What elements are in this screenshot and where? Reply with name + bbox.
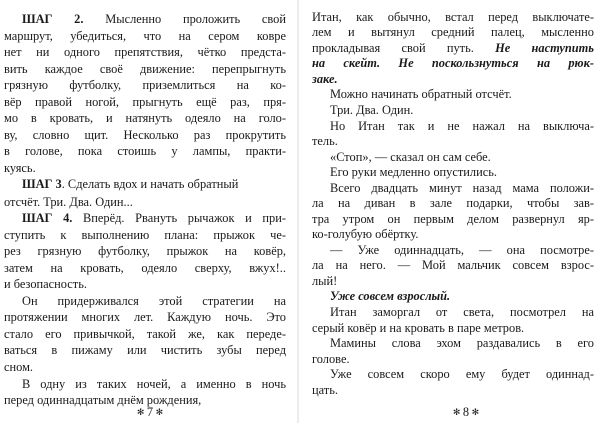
body-text: серый ковёр и на кровать в паре метров. [312, 321, 525, 335]
body-text: Итан, как обычно, встал перед выключате- [312, 10, 594, 24]
body-text: В одну из таких ночей, а именно в ночь [22, 377, 286, 391]
folio-ornament-right-icon: ✻ [155, 407, 164, 417]
text-line [4, 174, 286, 194]
body-text: «Стоп», — сказал он сам себе. [330, 150, 491, 164]
body-text: Можно начинать обратный отсчёт. [330, 87, 512, 101]
body-text: вить каждое своё движение: перепрыгнуть [4, 62, 286, 76]
body-text: лый! [312, 274, 338, 288]
emphasis-text: заке. [312, 72, 338, 86]
body-text: затем на кровать, одеяло сверху, вжух!.. [4, 261, 286, 275]
right-page [312, 0, 594, 423]
body-text: перед одиннадцатым днём рождения, [4, 393, 202, 407]
body-text: Вперёд. Рвануть рычажок и при- [72, 211, 286, 225]
body-text: маршрут, убедиться, что на сером ковре [4, 29, 286, 43]
body-text: Три. Два. Один. [330, 103, 414, 117]
emphasis-text: Уже совсем взрослый. [330, 289, 451, 303]
text-line [312, 380, 594, 400]
body-text: Уже совсем скоро ему будет одиннад- [330, 367, 594, 381]
body-text: ву, словно щит. Несколько раз прокрутить [4, 128, 286, 142]
emphasis-text: ШАГ 2. [22, 12, 84, 26]
body-text: Он придерживался этой стратегии на [22, 294, 286, 308]
body-text: Итан заморгал от света, посмотрел на [330, 305, 594, 319]
body-text: мо в кровать, и натянуть одеяло на голо- [4, 111, 286, 125]
body-text: рез грязную футболку, прыжок на ковёр, [4, 244, 286, 258]
body-text: ваться в пижаму или чистить зубы перед [4, 343, 286, 357]
body-text: Но Итан так и не нажал на выключа- [330, 119, 594, 133]
body-text: Его руки медленно опустились. [330, 165, 497, 179]
body-text: Всего двадцать минут назад мама положи- [330, 181, 594, 195]
page-number-left [120, 404, 180, 421]
body-text: — Уже одиннадцать, — она посмотре- [330, 243, 594, 257]
body-text: Мамины слова эхом раздавались в его [330, 336, 594, 350]
body-text: тель. [312, 134, 338, 148]
folio-ornament-right-icon: ✻ [471, 407, 480, 417]
body-text: прокладывая свой путь. [312, 41, 496, 55]
body-text: лем и вытянул средний палец, мысленно [312, 25, 594, 39]
body-text: грязную футболку, приземлиться на ко- [4, 78, 286, 92]
body-text: Мысленно проложить свой [83, 12, 286, 26]
body-text: протяжении многих лет. Каждую ночь. Это [4, 310, 286, 324]
body-text: и безопасность. [4, 277, 87, 291]
page-number-right [436, 404, 496, 421]
body-text: . Сделать вдох и начать обратный [61, 177, 239, 191]
body-text: ко-голубую обёртку. [312, 227, 419, 241]
body-text: отсчёт. Три. Два. Один... [4, 195, 133, 209]
body-text: вёр правой ногой, прыгнуть ещё раз, пря- [4, 95, 286, 109]
body-text: стало его привычкой, такой же, как переде- [4, 327, 286, 341]
emphasis-text: ШАГ 3 [22, 177, 62, 191]
emphasis-text: на скейт. Не поскользнуться на рюк- [312, 56, 594, 70]
emphasis-text: ШАГ 4. [22, 211, 73, 225]
body-text: тра утром он первым делом развернул яр- [312, 212, 594, 226]
folio-ornament-left-icon: ✻ [452, 407, 461, 417]
body-text: ступить к выполнению плана: прыжок че- [4, 228, 286, 242]
page-number-text: 8 [462, 405, 470, 419]
page-number-text: 7 [146, 405, 154, 419]
emphasis-text: Не наступить [495, 41, 594, 55]
body-text: ла на него. — Мой мальчик совсем взрос- [312, 258, 594, 272]
body-text: нет ни одного препятствия, чётко предста- [4, 45, 286, 59]
body-text: ла на диван в зале подарки, чтобы зав- [312, 196, 594, 210]
left-page [4, 0, 286, 423]
folio-ornament-left-icon: ✻ [136, 407, 145, 417]
body-text: в голове, пока стоишь у лампы, практи- [4, 144, 286, 158]
book-gutter [297, 0, 299, 423]
body-text: куясь. [4, 161, 36, 175]
body-text: цать. [312, 383, 338, 397]
body-text: голове. [312, 352, 350, 366]
body-text: сном. [4, 360, 34, 374]
